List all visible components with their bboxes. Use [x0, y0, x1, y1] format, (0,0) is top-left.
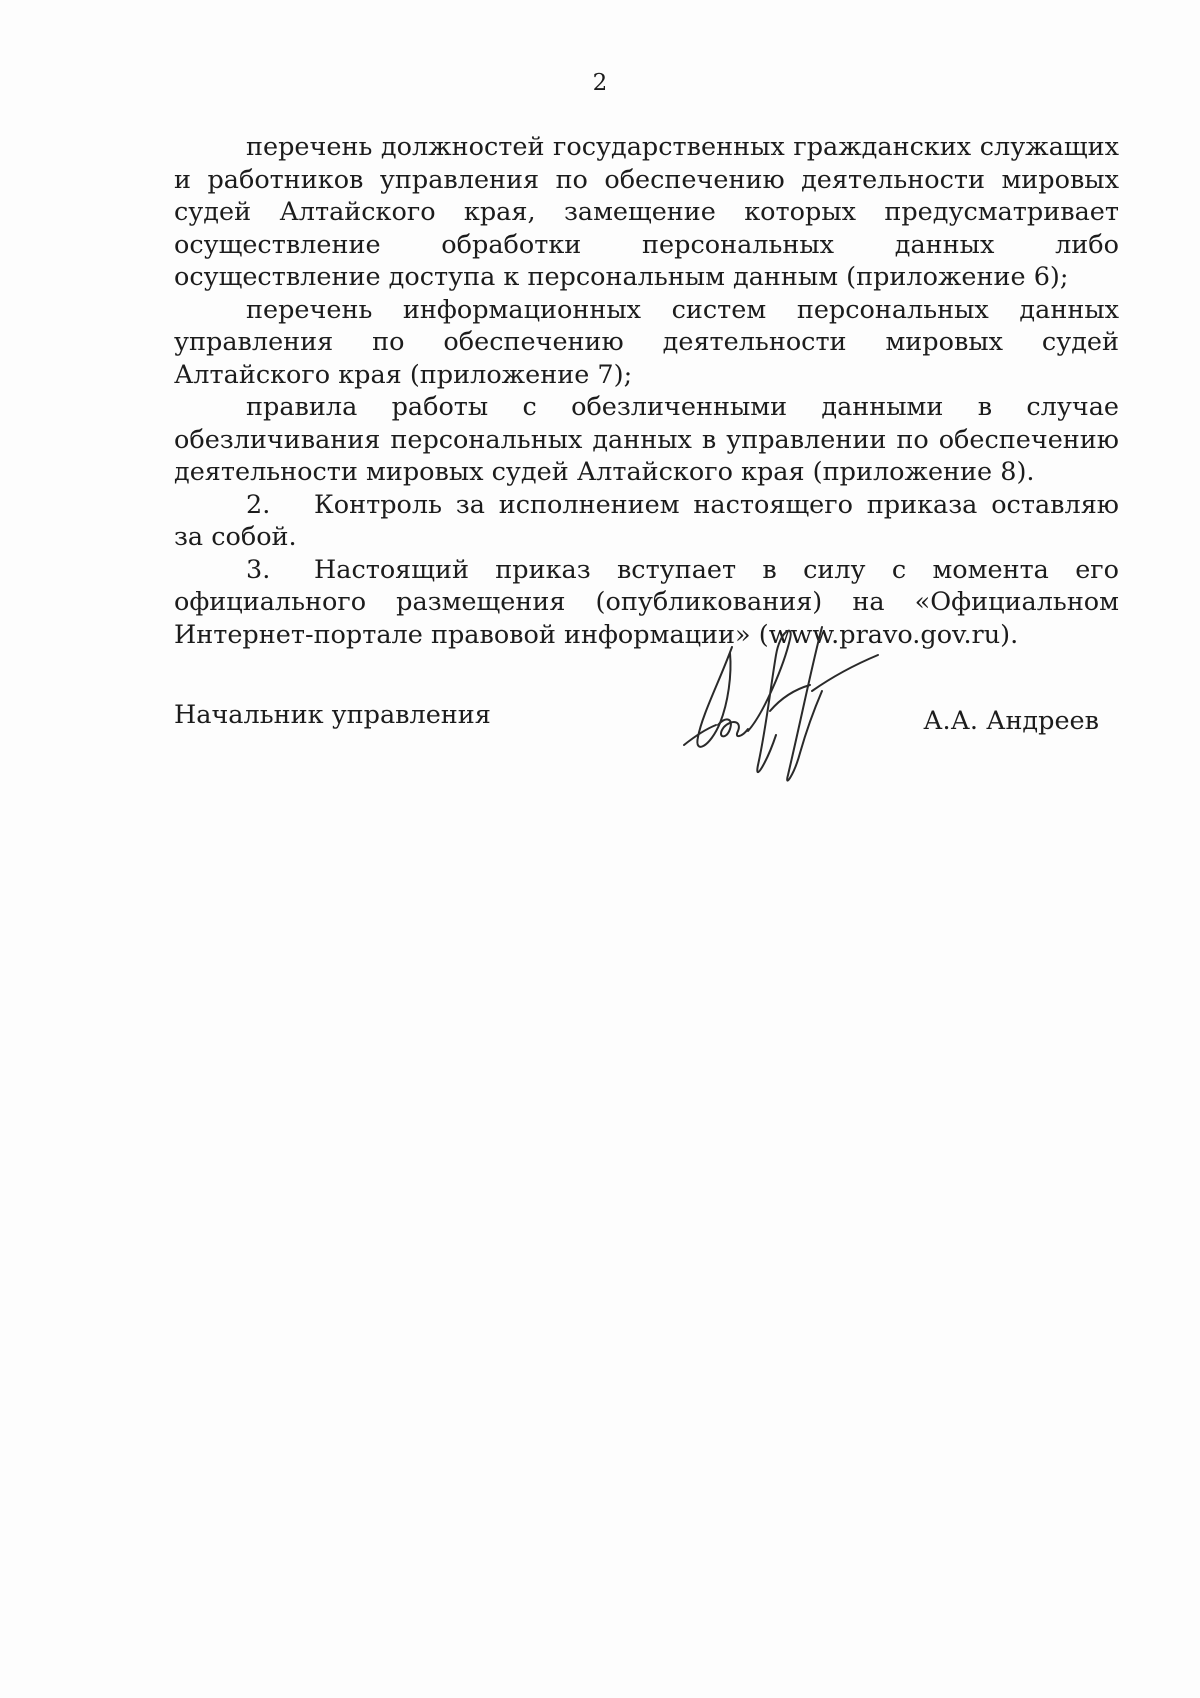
signatory-position: Начальник управления	[174, 700, 491, 730]
numbered-item-2	[174, 489, 1119, 554]
signature-block	[174, 700, 1119, 740]
item-number: 3.	[246, 554, 271, 585]
signatory-name: А.А. Андреев	[923, 706, 1099, 736]
item-text: Контроль за исполнением настоящего приказа оставляю за собой.	[174, 489, 1119, 552]
paragraph-appendix-7: перечень информационных систем персональных данных управления по обеспечению деятельности мировых судей Алтайского края (приложение 7);	[174, 294, 1119, 390]
item-number: 2.	[246, 489, 271, 520]
document-body	[174, 131, 1119, 651]
paragraph-appendix-8: правила работы с обезличенными данными в случае обезличивания персональных данных в управлении по обеспечению деятельности мировых судей Алтайского края (приложение 8).	[174, 392, 1119, 487]
item-text: Настоящий приказ вступает в силу с момента его официального размещения (опубликования) на «Официальном Интернет-портале правовой информации» (www.pravo.gov.ru).	[174, 554, 1119, 650]
page-number: 2	[592, 70, 608, 96]
paragraph-appendix-6: перечень должностей государственных гражданских служащих и работников управления по обеспечению деятельности мировых судей Алтайского края, замещение которых предусматривает осуществление обработки персональных данных либо осуществление доступа к персональным данным (приложение 6);	[174, 132, 1119, 292]
numbered-item-3	[174, 554, 1119, 652]
handwritten-signature-icon	[672, 625, 902, 795]
